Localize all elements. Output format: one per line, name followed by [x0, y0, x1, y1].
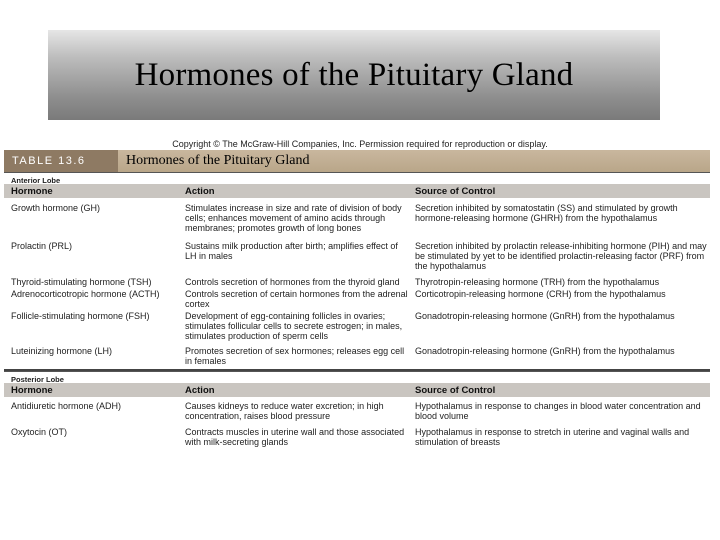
table-row [4, 421, 710, 447]
hormone-cell: Thyroid-stimulating hormone (TSH) [11, 277, 152, 287]
table-row [4, 198, 710, 233]
action-cell: Promotes secretion of sex hormones; releases egg cell in females [185, 346, 405, 366]
posterior-lobe-label: Posterior Lobe [11, 375, 64, 384]
action-cell: Causes kidneys to reduce water excretion; in high concentration, raises blood pressure [185, 401, 384, 421]
source-cell: Secretion inhibited by somatostatin (SS) and stimulated by growth hormone-releasing hormone (GHRH) from the hypothalamus [415, 203, 678, 223]
slide-title: Hormones of the Pituitary Gland [134, 56, 574, 93]
title-banner [48, 30, 660, 120]
table-number: TABLE 13.6 [4, 150, 118, 172]
copyright-notice: Copyright © The McGraw-Hill Companies, Inc. Permission required for reproduction or display. [172, 139, 548, 149]
table-name: Hormones of the Pituitary Gland [126, 153, 310, 168]
source-cell: Secretion inhibited by prolactin release-inhibiting hormone (PIH) and may be stimulated by yet to be identified prolactin-releasing factor (PRF) from the hypothalamus [415, 241, 707, 271]
table-row [4, 397, 710, 421]
action-cell: Development of egg-containing follicles in ovaries; stimulates follicular cells to secrete estrogen; in males, stimulates production of sperm cells [185, 311, 403, 341]
table-row [4, 271, 710, 287]
source-cell: Gonadotropin-releasing hormone (GnRH) from the hypothalamus [415, 346, 675, 356]
column-header-action: Action [185, 384, 215, 396]
hormone-cell: Prolactin (PRL) [11, 241, 73, 251]
action-cell: Controls secretion of certain hormones from the adrenal cortex [185, 289, 408, 309]
anterior-lobe-label: Anterior Lobe [11, 176, 61, 185]
hormone-cell: Oxytocin (OT) [11, 427, 68, 437]
anterior-lobe-section [4, 172, 710, 366]
source-cell: Thyrotropin-releasing hormone (TRH) from the hypothalamus [415, 277, 660, 287]
hormone-cell: Follicle-stimulating hormone (FSH) [11, 311, 150, 321]
posterior-rows [4, 397, 710, 447]
hormone-cell: Growth hormone (GH) [11, 203, 101, 213]
column-header-source: Source of Control [415, 384, 496, 396]
hormone-cell: Antidiuretic hormone (ADH) [11, 401, 122, 411]
action-cell: Contracts muscles in uterine wall and those associated with milk-secreting glands [185, 427, 405, 447]
column-header-hormone: Hormone [11, 185, 53, 197]
source-cell: Gonadotropin-releasing hormone (GnRH) from the hypothalamus [415, 311, 675, 321]
posterior-column-headers [4, 383, 710, 397]
hormone-cell: Adrenocorticotropic hormone (ACTH) [11, 289, 160, 299]
table-row [4, 309, 710, 341]
table-row [4, 287, 710, 309]
action-cell: Stimulates increase in size and rate of division of body cells; enhances movement of amino acids through membranes; promotes growth of long bones [185, 203, 402, 233]
posterior-lobe-section [4, 371, 710, 447]
column-header-source: Source of Control [415, 185, 496, 197]
source-cell: Hypothalamus in response to changes in blood water concentration and blood volume [415, 401, 701, 421]
column-header-hormone: Hormone [11, 384, 53, 396]
table-row [4, 233, 710, 271]
table-header-bar [4, 150, 710, 172]
hormone-table [4, 150, 710, 515]
column-header-action: Action [185, 185, 215, 197]
action-cell: Controls secretion of hormones from the thyroid gland [185, 277, 400, 287]
source-cell: Hypothalamus in response to stretch in uterine and vaginal walls and stimulation of breasts [415, 427, 690, 447]
table-row [4, 341, 710, 366]
anterior-column-headers [4, 184, 710, 198]
hormone-cell: Luteinizing hormone (LH) [11, 346, 113, 356]
anterior-rows [4, 198, 710, 366]
action-cell: Sustains milk production after birth; amplifies effect of LH in males [185, 241, 398, 261]
source-cell: Corticotropin-releasing hormone (CRH) from the hypothalamus [415, 289, 666, 299]
